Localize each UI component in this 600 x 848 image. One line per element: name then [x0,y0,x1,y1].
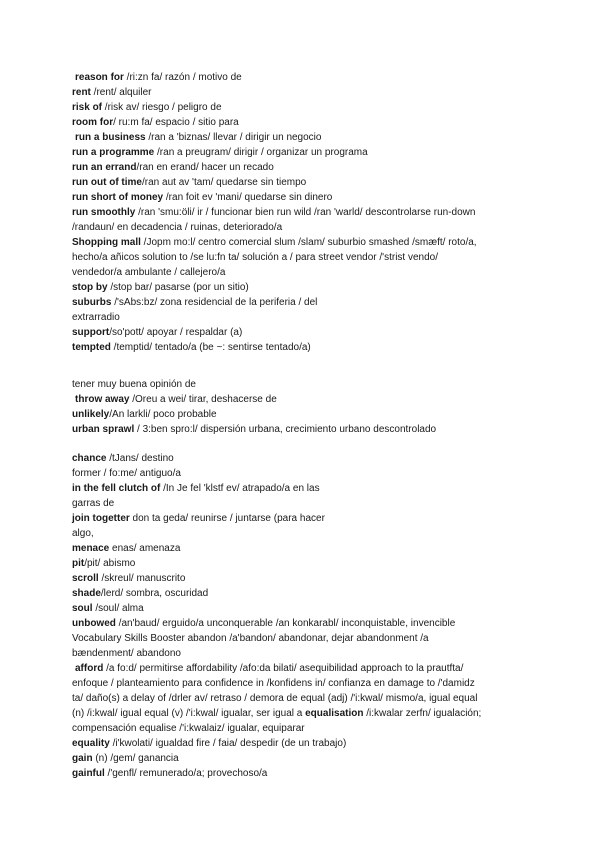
term: shade [72,588,101,599]
definition: /temptid/ tentado/a (be ~: sentirse tentado/a) [110,342,311,353]
glossary-block-3 [72,451,528,781]
definition: /ran 'smu:öli/ ir / funcionar bien run wild /ran 'warld/ descontrolarse run-down [135,207,476,218]
term: run smoothly [72,207,136,218]
definition: /ran en erand/ hacer un recado [136,162,274,173]
definition: /'sAbs:bz/ zona residencial de la periferia / del [111,297,318,308]
glossary-line [72,115,528,130]
definition: /so'pott/ apoyar / respaldar (a) [109,327,243,338]
definition: enas/ amenaza [109,543,181,554]
term: throw away [75,394,130,405]
term: run an errand [72,162,137,173]
term: run short of money [72,192,164,203]
term: soul [72,603,93,614]
term: suburbs [72,297,112,308]
term: run out of time [72,177,142,188]
line-text: ta/ daño(s) a delay of /drler av/ retraso / demora de equal (adj) /'i:kwal/ mismo/a, igual equal [72,693,478,704]
definition: /i'kwolati/ igualdad fire / faia/ despedir (de un trabajo) [109,738,347,749]
line-text: hecho/a añicos solution to /se lu:fn ta/ solución a / para street vendor /'strist vendo/ [72,252,439,263]
glossary-line [72,325,528,340]
definition: /'genfl/ remunerado/a; provechoso/a [104,768,268,779]
glossary-line [72,586,528,601]
glossary-line [72,205,528,220]
term: pit [72,558,85,569]
glossary-line [72,220,528,235]
glossary-line [72,751,528,766]
term: chance [72,453,107,464]
term: scroll [72,573,99,584]
glossary-line [72,496,528,511]
glossary-line [72,175,528,190]
term: support [72,327,110,338]
term: run a business [75,132,146,143]
definition: /soul/ alma [92,603,144,614]
term: urban sprawl [72,424,135,435]
term: run a programme [72,147,155,158]
line-text: vendedor/a ambulante / callejero/a [72,267,226,278]
term: gainful [72,768,105,779]
line-text: extrarradio [72,312,120,323]
glossary-line [72,466,528,481]
glossary-line [72,691,528,706]
term: join togetter [72,513,130,524]
glossary-line [72,70,528,85]
glossary-line [72,250,528,265]
definition: / ru:m fa/ espacio / sitio para [113,117,239,128]
term: risk of [72,102,103,113]
line-text: /randaun/ en decadencia / ruinas, deteriorado/a [72,222,283,233]
glossary-line [72,377,528,392]
term: reason for [75,72,124,83]
glossary-line [72,706,528,721]
glossary-line [72,190,528,205]
glossary-line [72,736,528,751]
term: room for [72,117,114,128]
line-text: bændenment/ abandono [72,648,181,659]
glossary-line [72,556,528,571]
definition: /ri:zn fa/ razón / motivo de [123,72,242,83]
glossary-line [72,100,528,115]
line-text: enfoque / planteamiento para confidence in /konfidens in/ confianza en damage to /'damidz [72,678,475,689]
definition: /skreul/ manuscrito [98,573,186,584]
definition: /ran a preugram/ dirigir / organizar un programa [154,147,368,158]
glossary-line [72,511,528,526]
glossary-line [72,721,528,736]
term: unlikely [72,409,110,420]
term: stop by [72,282,108,293]
definition: /lerd/ sombra, oscuridad [100,588,209,599]
glossary-line [72,422,528,437]
line-text: compensación equalise /'i:kwalaiz/ igualar, equiparar [72,723,305,734]
glossary-line [72,392,528,407]
line-text: tener muy buena opinión de [72,379,196,390]
definition: /tJans/ destino [106,453,174,464]
glossary-line [72,145,528,160]
glossary-line [72,130,528,145]
definition: /stop bar/ pasarse (por un sitio) [107,282,249,293]
definition: /ran a 'biznas/ llevar / dirigir un negocio [145,132,322,143]
glossary-line [72,340,528,355]
term: equalisation [305,708,364,719]
term: rent [72,87,91,98]
glossary-block-1 [72,70,528,355]
glossary-line [72,616,528,631]
term: in the fell clutch of [72,483,161,494]
line-text: algo, [72,528,94,539]
glossary-line [72,766,528,781]
definition: / 3:ben spro:l/ dispersión urbana, crecimiento urbano descontrolado [134,424,437,435]
glossary-line [72,280,528,295]
glossary-line [72,451,528,466]
glossary-line [72,265,528,280]
definition: don ta geda/ reunirse / juntarse (para hacer [129,513,325,524]
glossary-line [72,295,528,310]
glossary-line [72,526,528,541]
definition: /a fo:d/ permitirse affordability /afo:da bilati/ asequibilidad approach to la prautfta/ [103,663,464,674]
term: gain [72,753,93,764]
glossary-line [72,601,528,616]
glossary-line [72,571,528,586]
definition: /pit/ abismo [84,558,136,569]
definition: /rent/ alquiler [90,87,152,98]
definition: (n) /gem/ ganancia [92,753,179,764]
term: afford [75,663,104,674]
glossary-line [72,541,528,556]
glossary-line [72,646,528,661]
glossary-block-2 [72,377,528,437]
glossary-line [72,85,528,100]
glossary-line [72,235,528,250]
definition: /ran aut av 'tam/ quedarse sin tiempo [142,177,307,188]
term: tempted [72,342,111,353]
line-prefix: (n) /i:kwal/ igual equal (v) /'i:kwal/ igualar, ser igual a [72,708,306,719]
definition: /i:kwalar zerfn/ igualación; [363,708,482,719]
definition: /Oreu a wei/ tirar, deshacerse de [129,394,277,405]
term: equality [72,738,110,749]
definition: /risk av/ riesgo / peligro de [102,102,222,113]
glossary-line [72,661,528,676]
glossary-line [72,481,528,496]
term: Shopping mall [72,237,141,248]
line-text: former / fo:me/ antiguo/a [72,468,181,479]
glossary-line [72,407,528,422]
glossary-line [72,676,528,691]
definition: /An larkli/ poco probable [109,409,217,420]
definition: /ran foit ev 'mani/ quedarse sin dinero [163,192,333,203]
definition: /an'baud/ erguido/a unconquerable /an konkarabl/ inconquistable, invencible [115,618,456,629]
glossary-line [72,310,528,325]
line-text: garras de [72,498,115,509]
definition: /Jopm mo:l/ centro comercial slum /slam/ suburbio smashed /smæft/ roto/a, [140,237,477,248]
glossary-line [72,631,528,646]
line-text: Vocabulary Skills Booster abandon /a'bandon/ abandonar, dejar abandonment /a [72,633,429,644]
term: unbowed [72,618,116,629]
glossary-line [72,160,528,175]
definition: /In Je fel 'klstf ev/ atrapado/a en las [160,483,320,494]
term: menace [72,543,110,554]
